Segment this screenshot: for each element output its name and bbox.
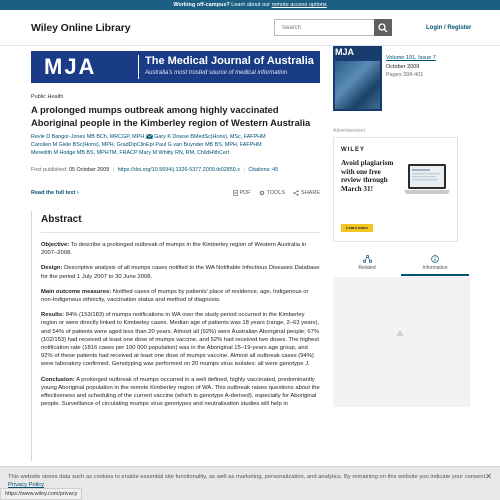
privacy-policy-link[interactable]: Privacy Policy — [8, 482, 45, 488]
pdf-label: PDF — [239, 190, 251, 196]
abstract-text: A prolonged outbreak of mumps occurred in a well defined, highly vaccinated, predominantly young Aboriginal population in the remote Kimberley region of WA. This outbreak raises questions about the effectiveness and scheduling of the current vaccine (which is genotype A-derived), especially for Aboriginal people. Surveillance of circulating mumps virus genotypes and neutralisation studies will help in — [41, 376, 320, 408]
journal-banner[interactable] — [31, 51, 320, 83]
first-published-date: 05 October 2009 — [69, 167, 110, 173]
tab-related-label: Related — [358, 265, 376, 271]
doi-link[interactable]: https://doi.org/10.5694/j.1326-5377.2009.tb02850.x — [117, 167, 240, 173]
laptop-illustration — [402, 162, 452, 199]
ad-learn-more-button[interactable]: Learn more — [341, 224, 373, 232]
author-link[interactable]: Meredith M Hodge MB BS, MPHTM, FRACP — [31, 149, 138, 156]
remote-access-lead: Working off-campus? — [173, 2, 230, 8]
article-type: Public Health — [31, 94, 64, 100]
share-label: SHARE — [301, 190, 320, 196]
issue-pages: Pages 398-401 — [386, 72, 424, 78]
loading-spinner-icon: ⁂ — [397, 332, 403, 338]
tab-related[interactable] — [333, 252, 401, 276]
close-icon[interactable]: ✕ — [485, 472, 492, 481]
abstract-label: Conclusion: — [41, 376, 75, 383]
cover-artwork — [335, 61, 380, 109]
abstract-label: Objective: — [41, 242, 70, 248]
abstract-label: Main outcome measures: — [41, 288, 112, 295]
volume-issue-link[interactable]: Volume 191, Issue 7 — [386, 55, 436, 61]
abstract-label: Results: — [41, 312, 65, 319]
author-link[interactable]: Gary K Dowse BMedSc(Hons), MSc, FAFPHM — [154, 134, 266, 140]
abstract-text: Descriptive analysis of all mumps cases notified to the WA Notifiable Infectious Diseases Database for the period 1 July 2007 to 30 June 2008. — [41, 265, 320, 280]
abstract-text: To describe a prolonged outbreak of mumps in the Kimberley region of Western Australia in 2007–2008. — [41, 242, 307, 257]
article-title: A prolonged mumps outbreak among highly vaccinated Aboriginal people in the Kimberley region of Western Australia — [31, 104, 311, 128]
journal-subtitle: Australia's most trusted source of medical information — [145, 70, 288, 76]
remote-access-bar — [0, 0, 500, 10]
site-logo[interactable]: Wiley Online Library — [31, 22, 131, 34]
advertisement[interactable] — [333, 137, 458, 242]
search-box — [274, 19, 392, 36]
pdf-icon — [233, 190, 238, 196]
ad-brand: WILEY — [341, 147, 365, 153]
tab-information[interactable] — [401, 252, 469, 276]
abstract-paragraph — [41, 376, 320, 409]
email-icon[interactable] — [146, 134, 153, 139]
remote-access-link[interactable]: remote access options — [271, 2, 327, 8]
pdf-button[interactable] — [233, 190, 251, 196]
login-register-link[interactable]: Login / Register — [426, 25, 472, 31]
author-link[interactable]: Paul G van Buynder MB BS, MPH, FAFPHM — [155, 141, 262, 148]
tab-information-label: Information — [422, 265, 448, 271]
read-full-text-label: Read the full text — [31, 190, 76, 196]
cover-title: MJA — [335, 47, 355, 57]
search-input[interactable] — [275, 20, 375, 35]
tool-buttons — [233, 190, 321, 196]
abstract-text: Notified cases of mumps by patients’ place of residence, age, Indigenous or non-Indigenous ethnicity, vaccination status and method of diagnosis. — [41, 288, 309, 304]
tools-button[interactable] — [259, 190, 286, 196]
search-button[interactable] — [374, 19, 392, 36]
abstract-section — [31, 211, 320, 461]
search-icon — [378, 23, 388, 33]
publication-info — [31, 167, 278, 173]
abstract-paragraph — [41, 311, 320, 368]
journal-abbr: MJA — [44, 54, 97, 79]
share-icon — [293, 190, 299, 196]
citations-link[interactable]: Citations: 45 — [248, 167, 279, 173]
browser-status-bar: https://www.wiley.com/privacy — [0, 488, 82, 500]
author-link[interactable]: Carolien M Giele BSc(Hons), MPH, GradDipClinEpi — [31, 141, 154, 148]
journal-title: The Medical Journal of Australia — [145, 55, 314, 67]
pubinfo-separator: | — [243, 167, 245, 173]
abstract-paragraph — [41, 241, 320, 257]
sidebar-tabs — [333, 252, 470, 276]
read-full-text-link[interactable] — [31, 190, 79, 196]
abstract-paragraph — [41, 264, 320, 280]
chevron-right-icon: › — [76, 190, 79, 196]
issue-info — [386, 54, 436, 80]
related-icon — [363, 255, 372, 263]
author-link[interactable]: Revle D Bangor-Jones MB BCh, MRCGP, MPH — [31, 134, 145, 140]
ad-headline: Avoid plagiarism with one free review through March 31! — [341, 159, 394, 193]
remote-access-text: Learn about our — [231, 2, 271, 8]
issue-date: October 2009 — [386, 63, 420, 70]
abstract-label: Design: — [41, 265, 63, 272]
banner-divider — [138, 55, 139, 79]
tools-label: TOOLS — [266, 190, 286, 196]
share-button[interactable] — [293, 190, 320, 196]
site-header — [0, 10, 500, 46]
pubinfo-separator: | — [112, 167, 115, 173]
author-link[interactable]: Mary M Whitty RN, RM, ChildHlthCert — [139, 149, 230, 156]
journal-cover[interactable] — [333, 46, 382, 111]
sidebar-panel — [333, 277, 470, 407]
abstract-text: 84% (153/183) of mumps notifications in WA over the study period occurred in the Kimberley region or were directly linked to Kimberley cases. Median age of patients was 18 years (range, 2–63 years), and 54% of patients were aged less than 20 years. Almost all (92%) were Australian Aboriginal people; 67% (102/153) had received at least one dose of mumps vaccine, and 52% had received two doses. The highest notification rate (1816 cases per 100 000 population) was in the Aboriginal 15–19-years age group, and 92% of these patients had received at least one dose of mumps vaccine. Almost all outbreak cases (94%) were laboratory confirmed. Genotyping was performed on 20 mumps virus isolates: all were genotype J. — [41, 312, 320, 368]
author-list — [31, 134, 331, 157]
cookie-text: This website stores data such as cookies to enable essential site functionality, as well as marketing, personalization, and analytics. By remaining on this website you indicate your consent. — [8, 474, 487, 480]
abstract-heading: Abstract — [41, 214, 320, 233]
first-published-label: First published: — [31, 167, 68, 173]
abstract-paragraph — [41, 288, 320, 304]
advertisement-label: Advertisement — [333, 128, 365, 134]
info-icon — [431, 255, 439, 263]
cookie-message — [8, 473, 488, 489]
gear-icon — [259, 190, 265, 196]
